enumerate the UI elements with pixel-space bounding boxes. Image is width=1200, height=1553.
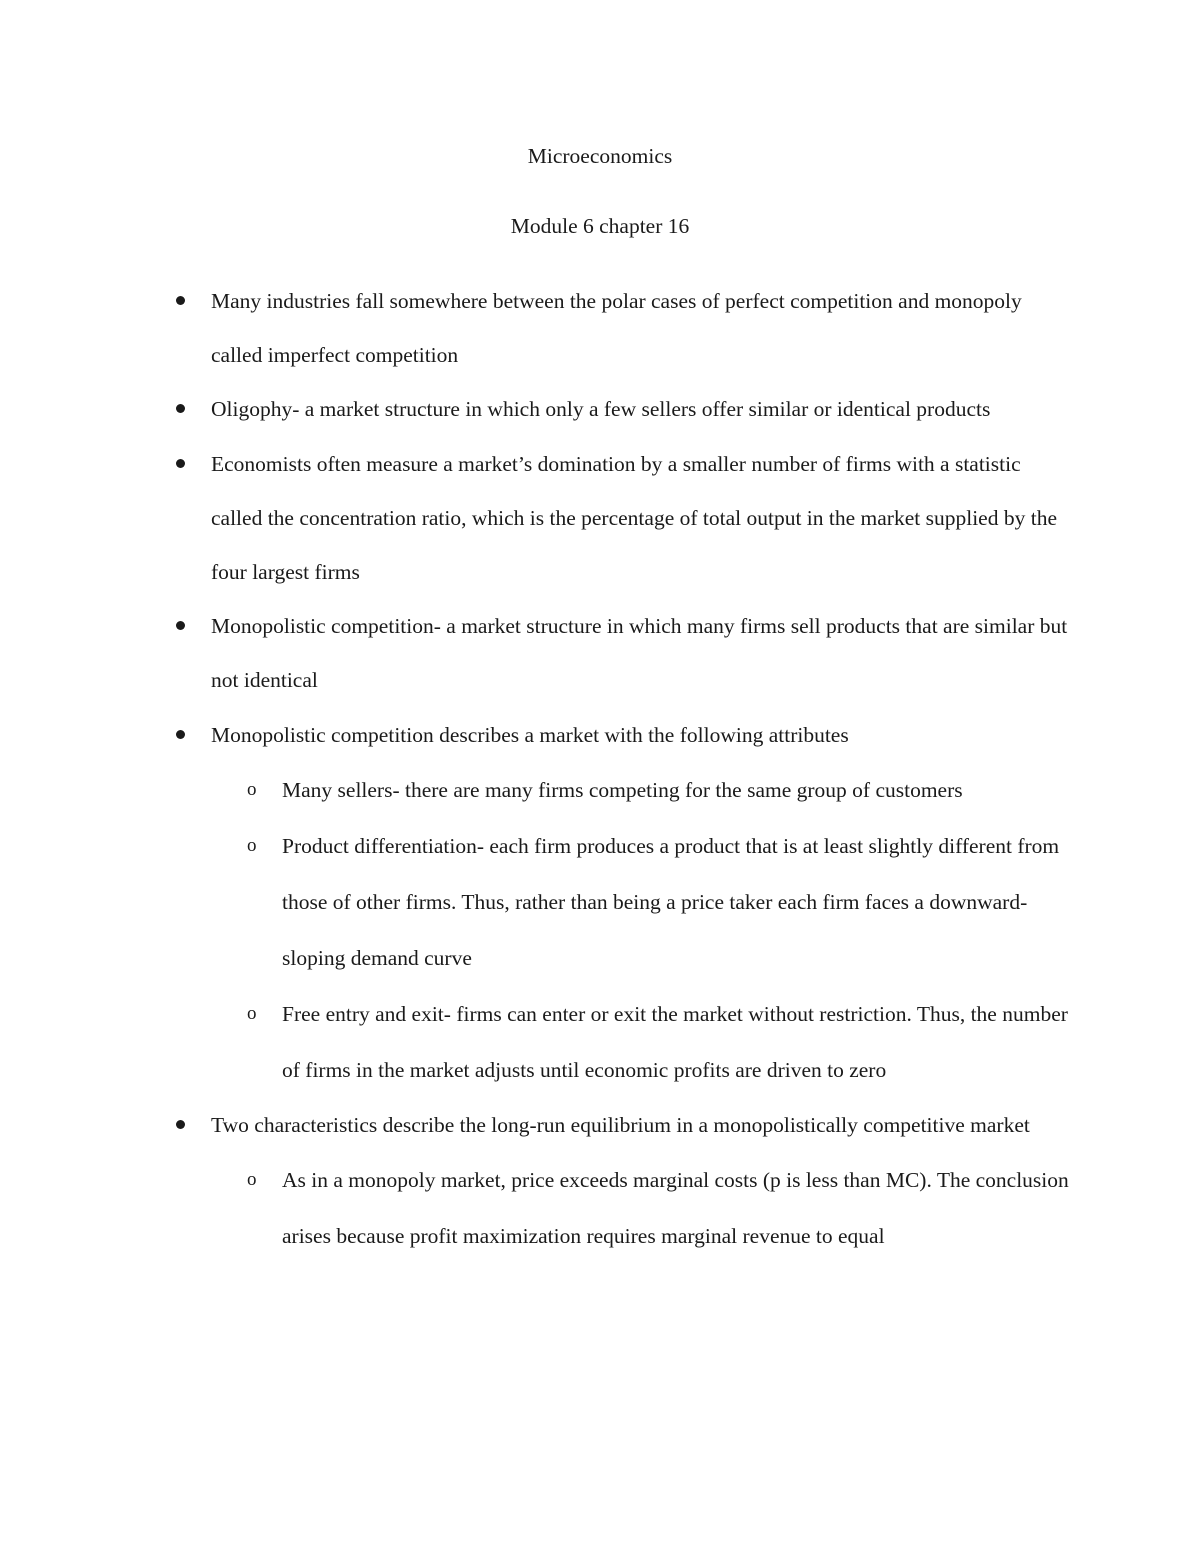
- list-item-text: Monopolistic competition- a market structure in which many firms sell products that are similar but not identical: [211, 614, 1068, 693]
- list-item-text: Two characteristics describe the long-run equilibrium in a monopolistically competitive market: [211, 1112, 1030, 1137]
- sub-bullet-icon: o: [247, 834, 257, 856]
- bullet-icon: [176, 621, 185, 630]
- sub-list-item: [0, 762, 1072, 818]
- list-item: [0, 1098, 1071, 1264]
- notes-list: [0, 274, 1200, 1264]
- sub-list-item-text: Product differentiation- each firm produces a product that is at least slightly different from those of other firms. Thus, rather than being a price taker each firm faces a downward-sloping demand curve: [282, 833, 1060, 970]
- document-subtitle: Module 6 chapter 16: [510, 214, 690, 238]
- list-item: [0, 599, 1071, 707]
- sub-list-item-text: As in a monopoly market, price exceeds marginal costs (p is less than MC). The conclusion arises because profit maximization requires marginal revenue to equal: [282, 1168, 1069, 1249]
- list-item-text: Monopolistic competition describes a market with the following attributes: [211, 722, 849, 747]
- sub-list-item-text: Many sellers- there are many firms competing for the same group of customers: [282, 777, 963, 802]
- sub-list-item: [0, 818, 1072, 986]
- sub-list-item: [0, 1152, 1072, 1264]
- sub-bullet-icon: o: [247, 1169, 257, 1191]
- bullet-icon: [176, 459, 185, 468]
- list-item: [0, 437, 1071, 600]
- bullet-icon: [176, 1120, 185, 1129]
- list-item: [0, 274, 1071, 382]
- sub-list: [211, 1152, 1071, 1264]
- sub-list-item: [0, 986, 1072, 1098]
- list-item-text: Many industries fall somewhere between the polar cases of perfect competition and monopoly called imperfect competition: [211, 289, 1022, 368]
- sub-bullet-icon: o: [247, 778, 257, 800]
- list-item: [0, 708, 1071, 1098]
- bullet-icon: [176, 730, 185, 739]
- document-title: Microeconomics: [527, 144, 673, 168]
- list-item: [0, 382, 1071, 436]
- sub-list: [211, 762, 1071, 1098]
- bullet-icon: [176, 296, 185, 305]
- list-item-text: Oligophy- a market structure in which only a few sellers offer similar or identical products: [211, 397, 991, 422]
- list-item-text: Economists often measure a market’s domination by a smaller number of firms with a statistic called the concentration ratio, which is the percentage of total output in the market supplied by the four largest firms: [211, 451, 1057, 585]
- bullet-icon: [176, 404, 185, 413]
- sub-list-item-text: Free entry and exit- firms can enter or exit the market without restriction. Thus, the number of firms in the market adjusts until economic profits are driven to zero: [282, 1001, 1068, 1082]
- sub-bullet-icon: o: [247, 1002, 257, 1024]
